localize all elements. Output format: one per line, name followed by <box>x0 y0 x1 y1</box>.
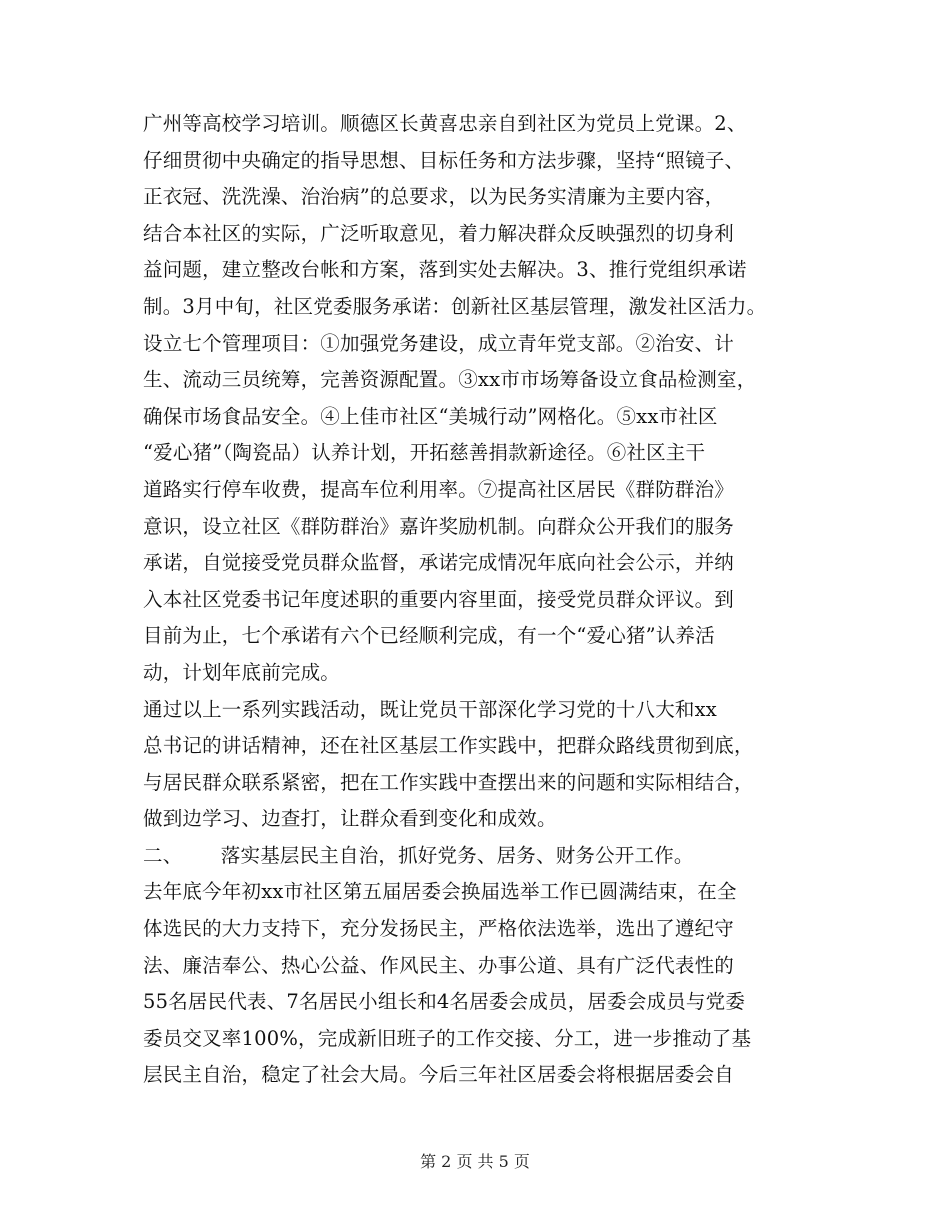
text-line: 与居民群众联系紧密，把在工作实践中查摆出来的问题和实际相结合， <box>143 770 754 794</box>
text-line: 做到边学习、边查打，让群众看到变化和成效。 <box>143 807 557 831</box>
text-line: 意识，设立社区《群防群治》嘉许奖励机制。向群众公开我们的服务 <box>143 514 735 538</box>
text-line: 益问题，建立整改台帐和方案，落到实处去解决。3、推行党组织承诺 <box>143 258 747 282</box>
text-line: 广州等高校学习培训。顺德区长黄喜忠亲自到社区为党员上党课。2、 <box>143 112 747 135</box>
text-line: 通过以上一系列实践活动，既让党员干部深化学习党的十八大和xx <box>143 697 717 721</box>
text-line: 层民主自治，稳定了社会大局。今后三年社区居委会将根据居委会自 <box>143 1063 735 1087</box>
text-line: “爱心猪”（陶瓷品）认养计划，开拓慈善捐款新途径。⑥社区主干 <box>143 441 706 465</box>
text-line: 结合本社区的实际，广泛听取意见，着力解决群众反映强烈的切身利 <box>143 221 735 245</box>
text-line: 动，计划年底前完成。 <box>143 660 341 684</box>
text-line: 道路实行停车收费，提高车位利用率。⑦提高社区居民《群防群治》 <box>143 477 735 501</box>
text-line: 生、流动三员统筹，完善资源配置。③xx市市场筹备设立食品检测室， <box>143 368 757 392</box>
text-line: 入本社区党委书记年度述职的重要内容里面，接受党员群众评议。到 <box>143 587 735 611</box>
text-line: 委员交叉率100%，完成新旧班子的工作交接、分工，进一步推动了基 <box>143 1026 752 1050</box>
text-line: 去年底今年初xx市社区第五届居委会换届选举工作已圆满结束，在全 <box>143 880 737 904</box>
text-line: 设立七个管理项目：①加强党务建设，成立青年党支部。②治安、计 <box>143 331 735 355</box>
text-line: 体选民的大力支持下，充分发扬民主，严格依法选举，选出了遵纪守 <box>143 917 735 941</box>
text-line: 承诺，自觉接受党员群众监督，承诺完成情况年底向社会公示，并纳 <box>143 551 735 575</box>
text-line: 正衣冠、洗洗澡、治治病”的总要求，以为民务实清廉为主要内容， <box>143 185 725 209</box>
page-footer: 第 2 页 共 5 页 <box>420 1152 530 1171</box>
section-heading: 二、 落实基层民主自治，抓好党务、居务、财务公开工作。 <box>143 843 694 867</box>
text-line: 制。3月中旬，社区党委服务承诺：创新社区基层管理，激发社区活力。 <box>143 294 767 318</box>
text-line: 仔细贯彻中央确定的指导思想、目标任务和方法步骤，坚持“照镜子、 <box>143 148 745 172</box>
text-line: 总书记的讲话精神，还在社区基层工作实践中，把群众路线贯彻到底， <box>143 734 754 758</box>
text-line: 确保市场食品安全。④上佳市社区“美城行动”网格化。⑤xx市社区 <box>143 404 718 428</box>
text-line: 目前为止，七个承诺有六个已经顺利完成，有一个“爱心猪”认养活 <box>143 624 715 648</box>
body-text <box>143 106 823 1094</box>
text-line: 法、廉洁奉公、热心公益、作风民主、办事公道、具有广泛代表性的 <box>143 953 735 977</box>
text-line: 55名居民代表、7名居民小组长和4名居委会成员，居委会成员与党委 <box>143 990 746 1014</box>
